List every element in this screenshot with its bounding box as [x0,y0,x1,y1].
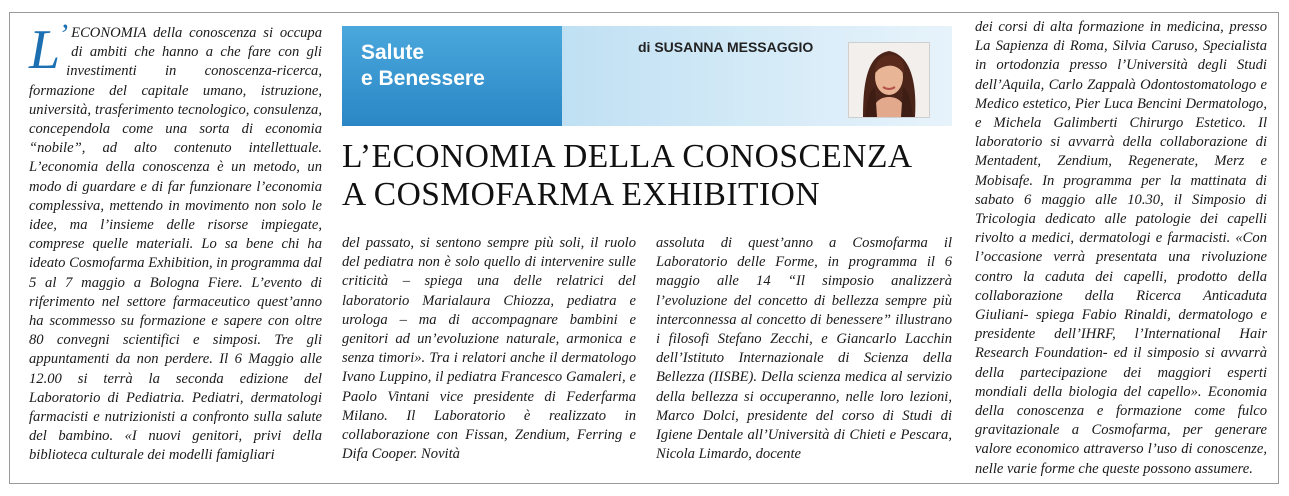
drop-cap: L [29,19,61,81]
headline-line-2: A COSMOFARMA EXHIBITION [342,176,821,213]
drop-cap-apostrophe: ’ [58,18,69,51]
byline [638,39,813,55]
author-portrait-icon [848,42,930,118]
headline [342,138,962,214]
section-header [342,26,952,126]
byline-prefix: di [638,39,651,55]
article-column-4 [975,18,1267,479]
rubric-line-2: e Benessere [361,67,485,90]
byline-author: SUSANNA MESSAGGIO [654,39,814,55]
rubric-block [342,26,562,126]
article-column-3 [656,234,952,464]
article-body-col2: del passato, si sentono sempre più soli, il ruolo del pediatra non è solo quello di intervenire sulle criticità – spiega una delle relatrici del laboratorio Marialaura Chiozza, pediatra e urologa – ma di accompagnare bambini e genitori ad un’evoluzione naturale, armonica e senza timori». Tra i relatori anche il dermatologo Ivano Luppino, il pediatra Francesco Gamaleri, e Paolo Vintani vice presidente di Federfarma Milano. Il Laboratorio è realizzato in collaborazione con Fissan, Zendium, Ferring e Difa Cooper. Novità [342,235,636,463]
article-column-1 [29,18,322,466]
article-column-2 [342,234,636,464]
article-body-col3: assoluta di quest’anno a Cosmofarma il Laboratorio delle Forme, in programma il 6 maggio alle 14 “Il simposio analizzerà l’evoluzione del concetto di bellezza sempre più interconnessa al concetto di benessere” illustrano i filosofi Stefano Zecchi, e Giancarlo Lacchin dell’Istituto Internazionale di Scienza della Bellezza (IISBE). Della scienza medica al servizio della bellezza si occuperanno, nelle loro lezioni, Marco Dolci, presidente del corso di Studi di Igiene Dentale all’Università di Chieti e Pescara, Nicola Limardo, docente [656,235,952,463]
rubric-line-1: Salute [361,41,425,64]
article-body-col1: ECONOMIA della conoscenza si occupa di ambiti che hanno a che fare con gli investimenti in conoscenza-ricerca, formazione del capitale umano, istruzione, università, trasferimento tecnologico, consulenza, concependola come una sorta di economia “nobile”, ad alto contenuto intellettuale. L’economia della conoscenza è un metodo, un modo di guardare e di far funzionare l’economia complessiva, mettendo in movimento non solo le idee, ma l’insieme delle risorse impiegate, comprese quelle materiali. Lo sa bene chi ha ideato Cosmofarma Exhibition, in programma dal 5 al 7 maggio a Bologna Fiere. L’evento di riferimento nel settore farmaceutico quest’anno ha scommesso su formazione e sapere con oltre 80 convegni scientifici e simposi. Tre gli appuntamenti da non perdere. Il 6 Maggio alle 12.00 si terrà la seconda edizione del Laboratorio di Pediatria. Pediatri, dermatologi farmacisti e nutrizionisti a confronto sulla salute del bambino. «I nuovi genitori, privi della biblioteca culturale dei modelli famigliari [29,25,322,464]
headline-line-1: L’ECONOMIA DELLA CONOSCENZA [342,138,913,175]
section-rubric [361,40,485,92]
article-body-col4: dei corsi di alta formazione in medicina, presso La Sapienza di Roma, Silvia Caruso, Specialista in ortodonzia presso l’Università degli Studi dell’Aquila, Carlo Zappalà Odontostomatologo e Medico estetico, Pier Luca Bencini Dermatologo, e Michela Galimberti Chirurgo Estetico. Il laboratorio si avvarrà della collaborazione di Mentadent, Zendium, Regenerate, Merz e Mobisafe. In programma per la mattinata di sabato 6 maggio alle 10.30, il Simposio di Tricologia dedicato alle patologie dei capelli rivolto a medici, dermatologi e farmacisti. «Con l’occasione verrà presentata una rivoluzione contro la caduta dei capelli, prodotto della collaborazione della Ricerca Anticaduta Giuliani- spiega Fabio Rinaldi, dermatologo e presidente dell’IHRF, l’International Hair Research Foundation- ed il simposio si avvarrà della partecipazione dei maggiori esperti mondiali della biologia del capello». Economia della conoscenza e formazione come fulco gravitazionale a Cosmofarma, per generare valore economico attraverso l’uso di conoscenze, nelle varie forme che queste possono assumere. [975,19,1267,477]
author-portrait-svg [849,43,929,117]
